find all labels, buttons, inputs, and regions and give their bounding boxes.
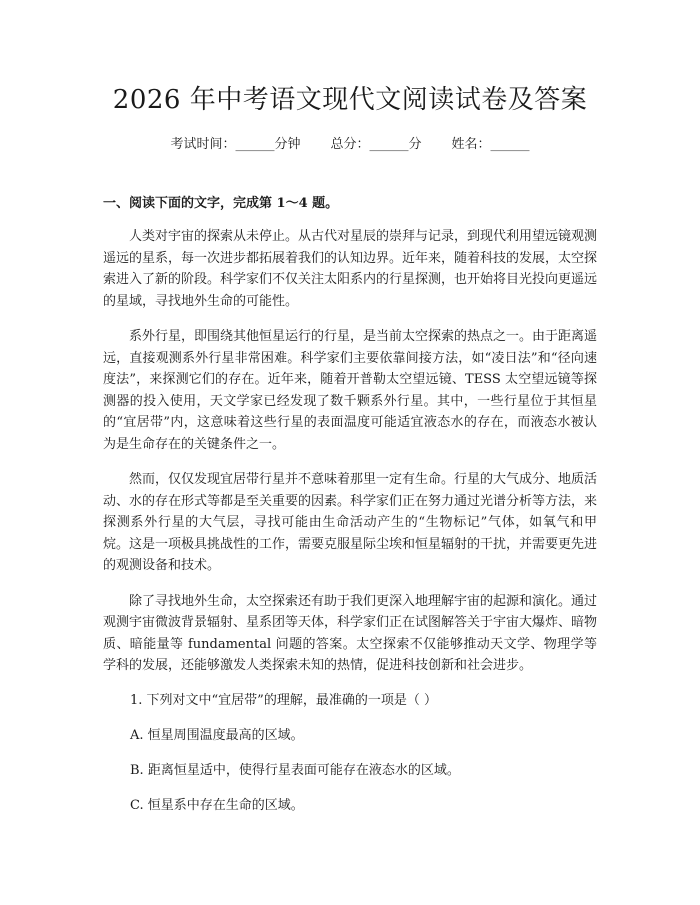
option-a: A. 恒星周围温度最高的区域。 bbox=[130, 727, 304, 743]
question-1-stem: 1. 下列对文中“宜居带”的理解，最准确的一项是（ ） bbox=[130, 692, 437, 708]
exam-time-field: 考试时间：______分钟 bbox=[170, 137, 301, 152]
passage-paragraph-4: 除了寻找地外生命，太空探索还有助于我们更深入地理解宇宙的起源和演化。通过观测宇宙微波背景辐射、星系团等天体，科学家们正在试图解答关于宇宙大爆炸、暗物质、暗能量等 fundamental 问题的答案。太空探索不仅能够推动天文学、物理学等学科的发展，还能够激发人类探索未知的热情，促进科技创新和社会进步。 bbox=[103, 593, 598, 673]
total-score-field: 总分：______分 bbox=[330, 137, 422, 152]
passage-paragraph-3: 然而，仅仅发现宜居带行星并不意味着那里一定有生命。行星的大气成分、地质活动、水的存在形式等都是至关重要的因素。科学家们正在努力通过光谱分析等方法，来探测系外行星的大气层，寻找可能由生命活动产生的“生物标记”气体，如氧气和甲烷。这是一项极具挑战性的工作，需要克服星际尘埃和恒星辐射的干扰，并需要更先进的观测设备和技术。 bbox=[103, 472, 598, 573]
section-heading: 一、阅读下面的文字，完成第 1～4 题。 bbox=[103, 196, 339, 211]
option-c: C. 恒星系中存在生命的区域。 bbox=[130, 797, 304, 813]
passage-paragraph-1: 人类对宇宙的探索从未停止。从古代对星辰的崇拜与记录，到现代利用望远镜观测遥远的星系，每一次进步都拓展着我们的认知边界。近年来，随着科技的发展，太空探索进入了新的阶段。科学家们不仅关注太阳系内的行星探测，也开始将目光投向更遥远的星域，寻找地外生命的可能性。 bbox=[103, 229, 598, 309]
option-b: B. 距离恒星适中，使得行星表面可能存在液态水的区域。 bbox=[130, 762, 460, 778]
student-name-field: 姓名：______ bbox=[451, 137, 530, 152]
passage-paragraph-2: 系外行星，即围绕其他恒星运行的行星，是当前太空探索的热点之一。由于距离遥远，直接观测系外行星非常困难。科学家们主要依靠间接方法，如“凌日法”和“径向速度法”，来探测它们的存在。近年来，随着开普勒太空望远镜、TESS 太空望远镜等探测器的投入使用，天文学家已经发现了数千颗系外行星。其中，一些行星位于其恒星的“宜居带”内，这意味着这些行星的表面温度可能适宜液态水的存在，而液态水被认为是生命存在的关键条件之一。 bbox=[103, 329, 598, 452]
exam-info-line bbox=[103, 136, 597, 154]
page-title: 2026 年中考语文现代文阅读试卷及答案 bbox=[112, 85, 588, 115]
